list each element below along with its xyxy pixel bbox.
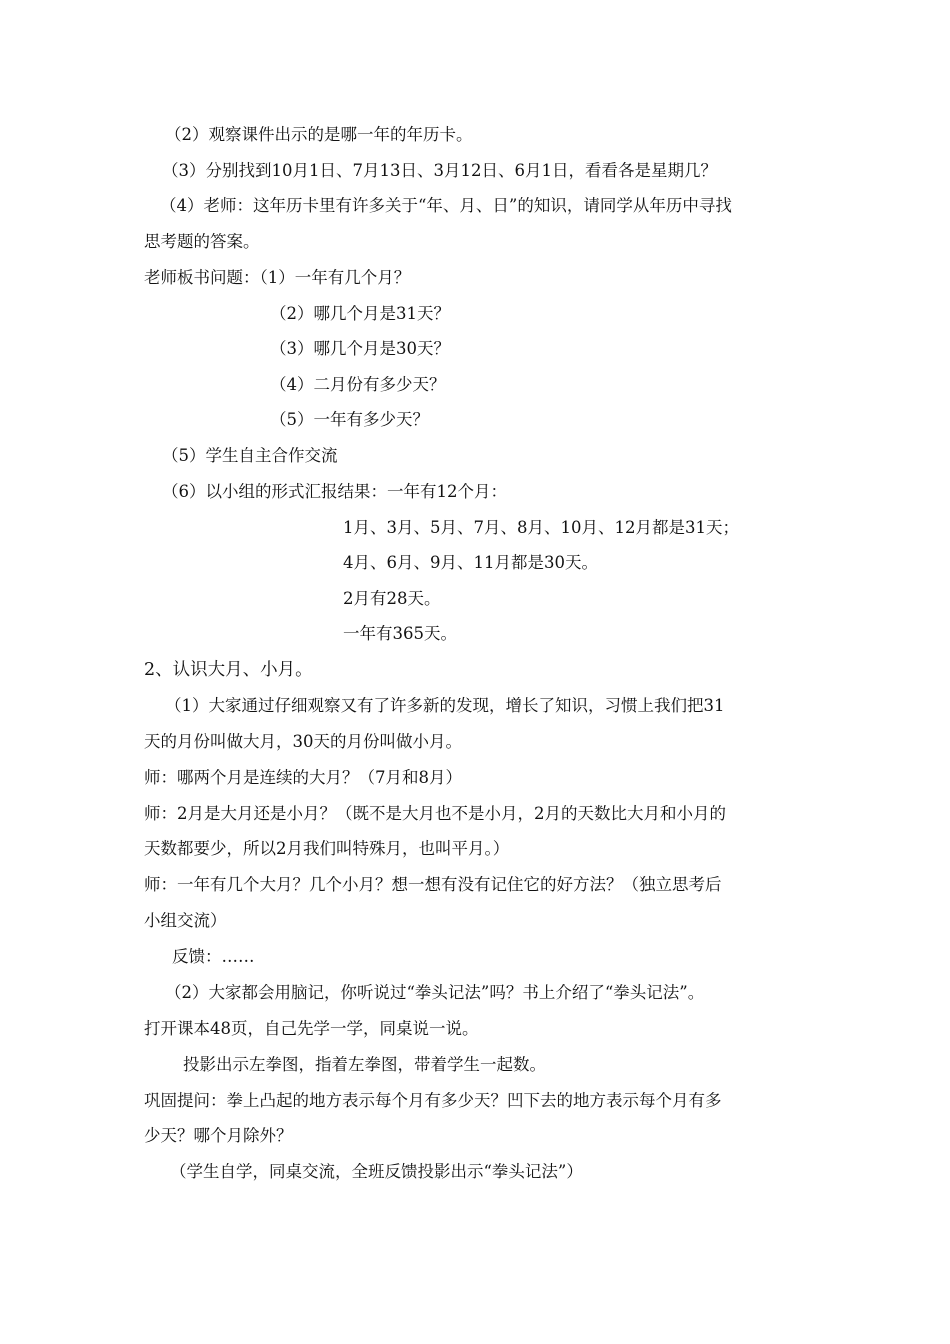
text-line: （6）以小组的形式汇报结果：一年有12个月： (162, 482, 507, 501)
text-line: （4）老师：这年历卡里有许多关于“年、月、日”的知识，请同学从年历中寻找 (160, 196, 732, 215)
text-line: 1月、3月、5月、7月、8月、10月、12月都是31天； (343, 518, 739, 537)
text-line: （5）学生自主合作交流 (162, 446, 338, 465)
text-line: 4月、6月、9月、11月都是30天。 (343, 553, 598, 572)
text-line: 少天？哪个月除外？ (144, 1126, 293, 1145)
text-line: 投影出示左拳图，指着左拳图，带着学生一起数。 (183, 1055, 546, 1074)
text-line: 师：一年有几个大月？几个小月？想一想有没有记住它的好方法？（独立思考后 (144, 875, 722, 894)
text-line: （2）大家都会用脑记，你听说过“拳头记法”吗？书上介绍了“拳头记法”。 (165, 983, 705, 1002)
text-line: 思考题的答案。 (144, 232, 260, 251)
text-line: 反馈：…… (172, 947, 255, 966)
text-line: （学生自学，同桌交流，全班反馈投影出示“拳头记法”） (170, 1162, 583, 1181)
text-line: 小组交流） (144, 911, 227, 930)
text-line: （4）二月份有多少天？ (270, 375, 446, 394)
text-line: 2月有28天。 (343, 589, 441, 608)
text-line: 老师板书问题：（1）一年有几个月？ (144, 268, 411, 287)
text-line: 一年有365天。 (343, 624, 457, 643)
text-line: （5）一年有多少天？ (270, 410, 429, 429)
text-line: 师：哪两个月是连续的大月？（7月和8月） (144, 768, 462, 787)
text-line: （1）大家通过仔细观察又有了许多新的发现，增长了知识，习惯上我们把31 (165, 696, 725, 715)
section-heading: 2、认识大月、小月。 (144, 660, 313, 680)
text-line: 师：2月是大月还是小月？（既不是大月也不是小月，2月的天数比大月和小月的 (144, 804, 726, 823)
text-line: 打开课本48页，自己先学一学，同桌说一说。 (144, 1019, 479, 1038)
text-line: 天的月份叫做大月，30天的月份叫做小月。 (144, 732, 462, 751)
text-line: 天数都要少，所以2月我们叫特殊月，也叫平月。） (144, 839, 510, 858)
text-line: （3）哪几个月是30天？ (270, 339, 450, 358)
text-line: （3）分别找到10月1日、7月13日、3月12日、6月1日，看看各是星期几？ (162, 161, 717, 180)
text-line: （2）哪几个月是31天？ (270, 304, 450, 323)
text-line: 巩固提问：拳上凸起的地方表示每个月有多少天？凹下去的地方表示每个月有多 (144, 1091, 722, 1110)
text-line: （2）观察课件出示的是哪一年的年历卡。 (165, 125, 473, 144)
